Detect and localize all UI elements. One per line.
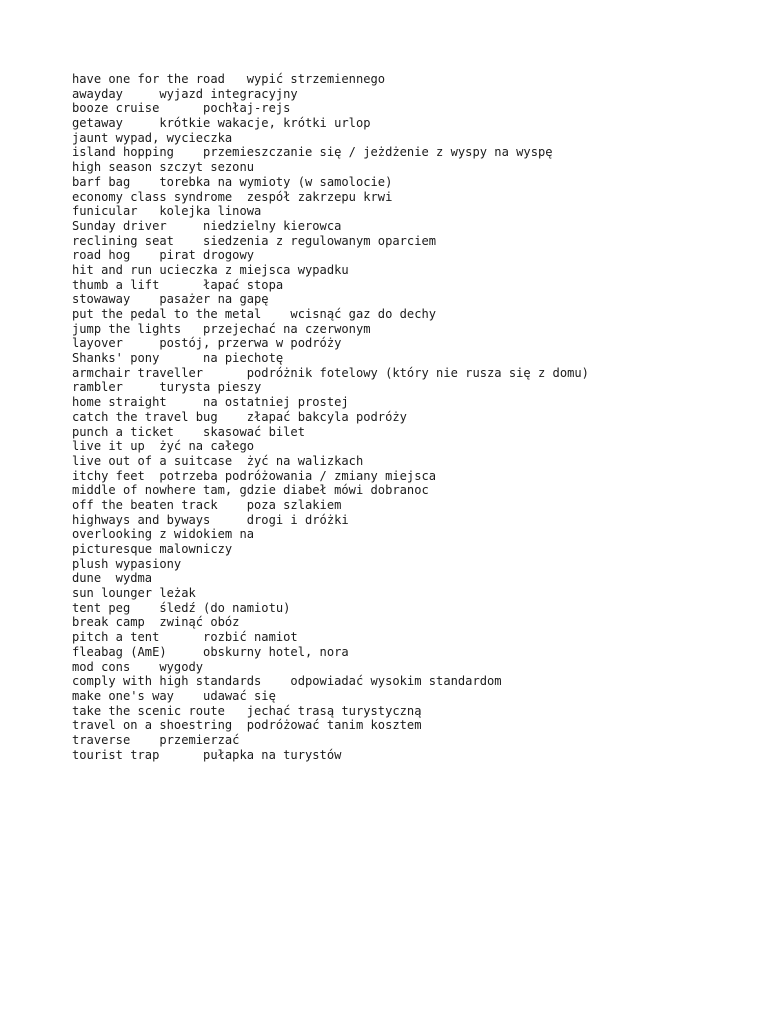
- vocab-entry: catch the travel bug złapać bakcyla podróży: [72, 409, 407, 424]
- vocab-entry: jaunt wypad, wycieczka: [72, 130, 233, 145]
- vocab-entry: reclining seat siedzenia z regulowanym oparciem: [72, 233, 437, 248]
- vocab-entry: tent peg śledź (do namiotu): [72, 600, 291, 615]
- vocab-entry: island hopping przemieszczanie się / jeżdżenie z wyspy na wyspę: [72, 145, 553, 160]
- vocab-entry: make one's way udawać się: [72, 688, 276, 703]
- vocab-entry: Shanks' pony na piechotę: [72, 351, 284, 366]
- vocab-entry: tourist trap pułapka na turystów: [72, 747, 342, 762]
- vocab-entry: high season szczyt sezonu: [72, 160, 255, 175]
- vocab-entry: economy class syndrome zespół zakrzepu krwi: [72, 189, 393, 204]
- vocab-entry: live out of a suitcase żyć na walizkach: [72, 453, 364, 468]
- vocab-entry: sun lounger leżak: [72, 586, 196, 601]
- vocab-entry: layover postój, przerwa w podróży: [72, 336, 342, 351]
- vocab-entry: Sunday driver niedzielny kierowca: [72, 218, 342, 233]
- vocab-entry: dune wydma: [72, 571, 153, 586]
- vocab-entry: fleabag (AmE) obskurny hotel, nora: [72, 644, 349, 659]
- vocab-entry: comply with high standards odpowiadać wysokim standardom: [72, 674, 502, 689]
- vocab-entry: rambler turysta pieszy: [72, 380, 262, 395]
- vocab-entry: overlooking z widokiem na: [72, 527, 255, 542]
- vocab-entry: booze cruise pochłaj-rejs: [72, 101, 291, 116]
- vocabulary-list: [72, 72, 589, 762]
- vocab-entry: jump the lights przejechać na czerwonym: [72, 321, 371, 336]
- vocab-entry: live it up żyć na całego: [72, 439, 255, 454]
- vocab-entry: middle of nowhere tam, gdzie diabeł mówi dobranoc: [72, 483, 429, 498]
- vocab-entry: put the pedal to the metal wcisnąć gaz do dechy: [72, 307, 437, 321]
- vocab-entry: travel on a shoestring podróżować tanim kosztem: [72, 718, 422, 733]
- vocab-entry: break camp zwinąć obóz: [72, 615, 240, 630]
- vocab-entry: picturesque malowniczy: [72, 542, 233, 556]
- vocab-entry: getaway krótkie wakacje, krótki urlop: [72, 116, 371, 131]
- vocab-entry: armchair traveller podróżnik fotelowy (który nie rusza się z domu): [72, 365, 589, 380]
- vocab-entry: hit and run ucieczka z miejsca wypadku: [72, 262, 349, 277]
- vocab-entry: plush wypasiony: [72, 556, 182, 571]
- vocab-entry: punch a ticket skasować bilet: [72, 424, 305, 439]
- vocab-entry: highways and byways drogi i dróżki: [72, 512, 349, 527]
- vocab-entry: traverse przemierzać: [72, 732, 240, 747]
- vocab-entry: mod cons wygody: [72, 659, 204, 674]
- vocab-entry: pitch a tent rozbić namiot: [72, 630, 298, 645]
- vocab-entry: home straight na ostatniej prostej: [72, 395, 349, 410]
- vocab-entry: thumb a lift łapać stopa: [72, 277, 284, 292]
- vocab-entry: off the beaten track poza szlakiem: [72, 497, 342, 512]
- vocab-entry: funicular kolejka linowa: [72, 204, 262, 219]
- vocab-entry: have one for the road wypić strzemiennego: [72, 72, 386, 86]
- vocab-entry: stowaway pasażer na gapę: [72, 292, 269, 307]
- vocab-entry: road hog pirat drogowy: [72, 248, 255, 263]
- vocab-entry: awayday wyjazd integracyjny: [72, 86, 298, 101]
- vocab-entry: itchy feet potrzeba podróżowania / zmiany miejsca: [72, 468, 437, 483]
- vocab-entry: barf bag torebka na wymioty (w samolocie): [72, 174, 393, 189]
- vocab-entry: take the scenic route jechać trasą turystyczną: [72, 703, 422, 718]
